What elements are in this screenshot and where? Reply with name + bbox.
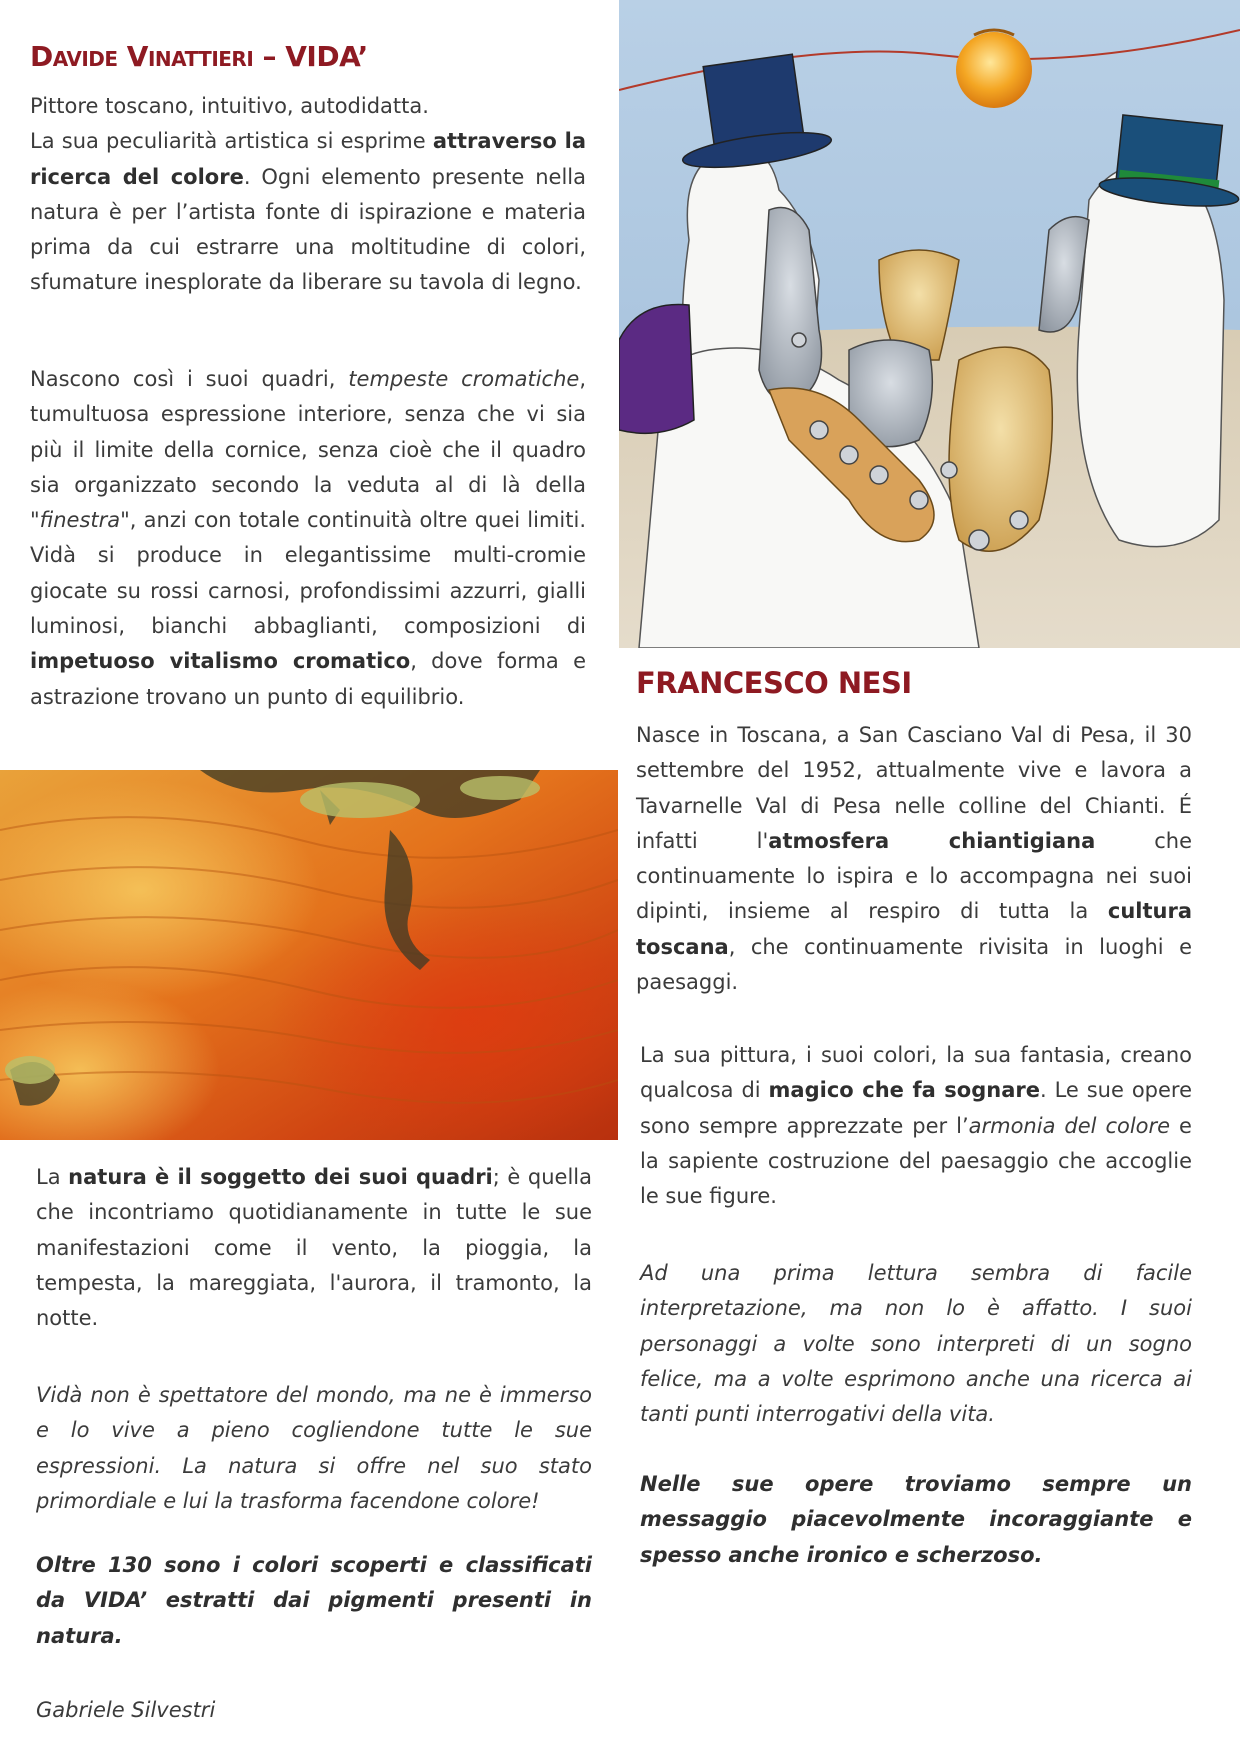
nesi-paragraph-2 (640, 1038, 1192, 1214)
vida-intro-line: Pittore toscano, intuitivo, autodidatta. (30, 94, 429, 118)
abstract-painting (0, 770, 618, 1140)
vida-paragraph-2 (30, 362, 586, 715)
vida-p2-text-d: , dove forma e astrazione trovano un punto di equilibrio. (30, 649, 586, 709)
signature-text: Gabriele Silvestri (36, 1698, 216, 1722)
nesi-p1-text-b: che continuamente lo ispira e lo accompagna nei suoi dipinti, insieme al respiro di tutta la (636, 828, 1193, 924)
nesi-p3: Ad una prima lettura sembra di facile interpretazione, ma non lo è affatto. I suoi personaggi a volte sono interpreti di un sogno felice, ma a volte esprimono anche una ricerca ai tanti punti interrogativi della vita. (640, 1261, 1192, 1427)
vida-p3 (36, 1160, 592, 1336)
vida-p2-italic: tempeste cromatiche (348, 367, 580, 391)
vida-p2-bold: impetuoso vitalismo cromatico (30, 649, 411, 674)
vida-p1-bold: attraverso la ricerca del colore (30, 129, 586, 189)
nesi-paragraph-1 (636, 718, 1192, 1000)
vida-signature (36, 1693, 215, 1728)
nesi-p1-text-c: , che continuamente rivisita in luoghi e paesaggi. (636, 934, 1192, 995)
nesi-p2-text-c: e la sapiente costruzione del paesaggio che accoglie le sue figure. (640, 1113, 1192, 1209)
nesi-p1-bold: atmosfera chiantigiana (768, 828, 1096, 853)
vida-p2-text-b: , tumultuosa espressione interiore, senza che vi sia più il limite della cornice, senza cioè che il quadro sia organizzato secondo la veduta al di là della (30, 367, 586, 497)
nesi-p1 (636, 718, 1192, 1000)
vida-paragraph-1 (30, 89, 586, 301)
abstract-painting-illustration (0, 770, 618, 1140)
vida-p2 (30, 362, 586, 715)
saxophone-painting-illustration (619, 0, 1240, 648)
nesi-p2 (640, 1038, 1192, 1214)
vida-p2-text-c: , anzi con totale continuità oltre quei limiti. Vidà si produce in elegantissime multi-cromie giocate su rossi carnosi, profondissimi azzurri, gialli luminosi, bianchi abbaglianti, composizioni di (30, 508, 586, 639)
nesi-p1-bold-2: cultura toscana (636, 899, 1192, 959)
vida-intro-body (30, 124, 586, 300)
nesi-paragraph-4 (640, 1467, 1192, 1573)
nesi-p1-text-a: Nasce in Toscana, a San Casciano Val di Pesa, il 30 settembre del 1952, attualmente vive e lavora a Tavarnelle Val di Pesa nelle colline del Chianti. É infatti l' (636, 723, 1192, 853)
saxophone-painting (619, 0, 1240, 648)
nesi-title: FRANCESCO NESI (636, 666, 912, 700)
nesi-p2-italic: armonia del colore (968, 1113, 1171, 1138)
vida-title: Davide Vinattieri – VIDA’ (30, 40, 368, 73)
vida-p3-text-a: La (36, 1165, 69, 1189)
nesi-p2-bold: magico che fa sognare (768, 1078, 1040, 1103)
vida-p3-bold: natura è il soggetto dei suoi quadri (68, 1165, 493, 1189)
vida-p3-text-b: ; è quella che incontriamo quotidianamente in tutte le sue manifestazioni come il vento, la pioggia, la tempesta, la mareggiata, l'aurora, il tramonto, la notte. (36, 1165, 592, 1331)
vida-p5: Oltre 130 sono i colori scoperti e classificati da VIDA’ estratti dai pigmenti presenti in natura. (36, 1553, 592, 1648)
nesi-p2-text-b: . Le sue opere sono sempre apprezzate per l’ (640, 1078, 1193, 1138)
vida-paragraph-4 (36, 1378, 592, 1519)
nesi-p4: Nelle sue opere troviamo sempre un messaggio piacevolmente incoraggiante e spesso anche ironico e scherzoso. (640, 1472, 1192, 1567)
nesi-paragraph-3 (640, 1256, 1192, 1432)
vida-p1-text-c: . Ogni elemento presente nella natura è per l’artista fonte di ispirazione e materia prima da cui estrarre una moltitudine di colori, sfumature inesplorate da liberare su tavola di legno. (30, 164, 586, 295)
vida-p1-text-a: La sua peculiarità artistica si esprime (30, 129, 433, 154)
vida-p2-italic-2: "finestra" (30, 508, 130, 533)
vida-p4: Vidà non è spettatore del mondo, ma ne è immerso e lo vive a pieno cogliendone tutte le sue espressioni. La natura si offre nel suo stato primordiale e lui la trasforma facendone colore! (36, 1383, 592, 1513)
vida-paragraph-3 (36, 1160, 592, 1336)
vida-p2-text-a: Nascono così i suoi quadri, (30, 367, 349, 391)
vida-paragraph-5 (36, 1548, 592, 1654)
nesi-p2-text-a: La sua pittura, i suoi colori, la sua fantasia, creano qualcosa di (640, 1043, 1192, 1103)
